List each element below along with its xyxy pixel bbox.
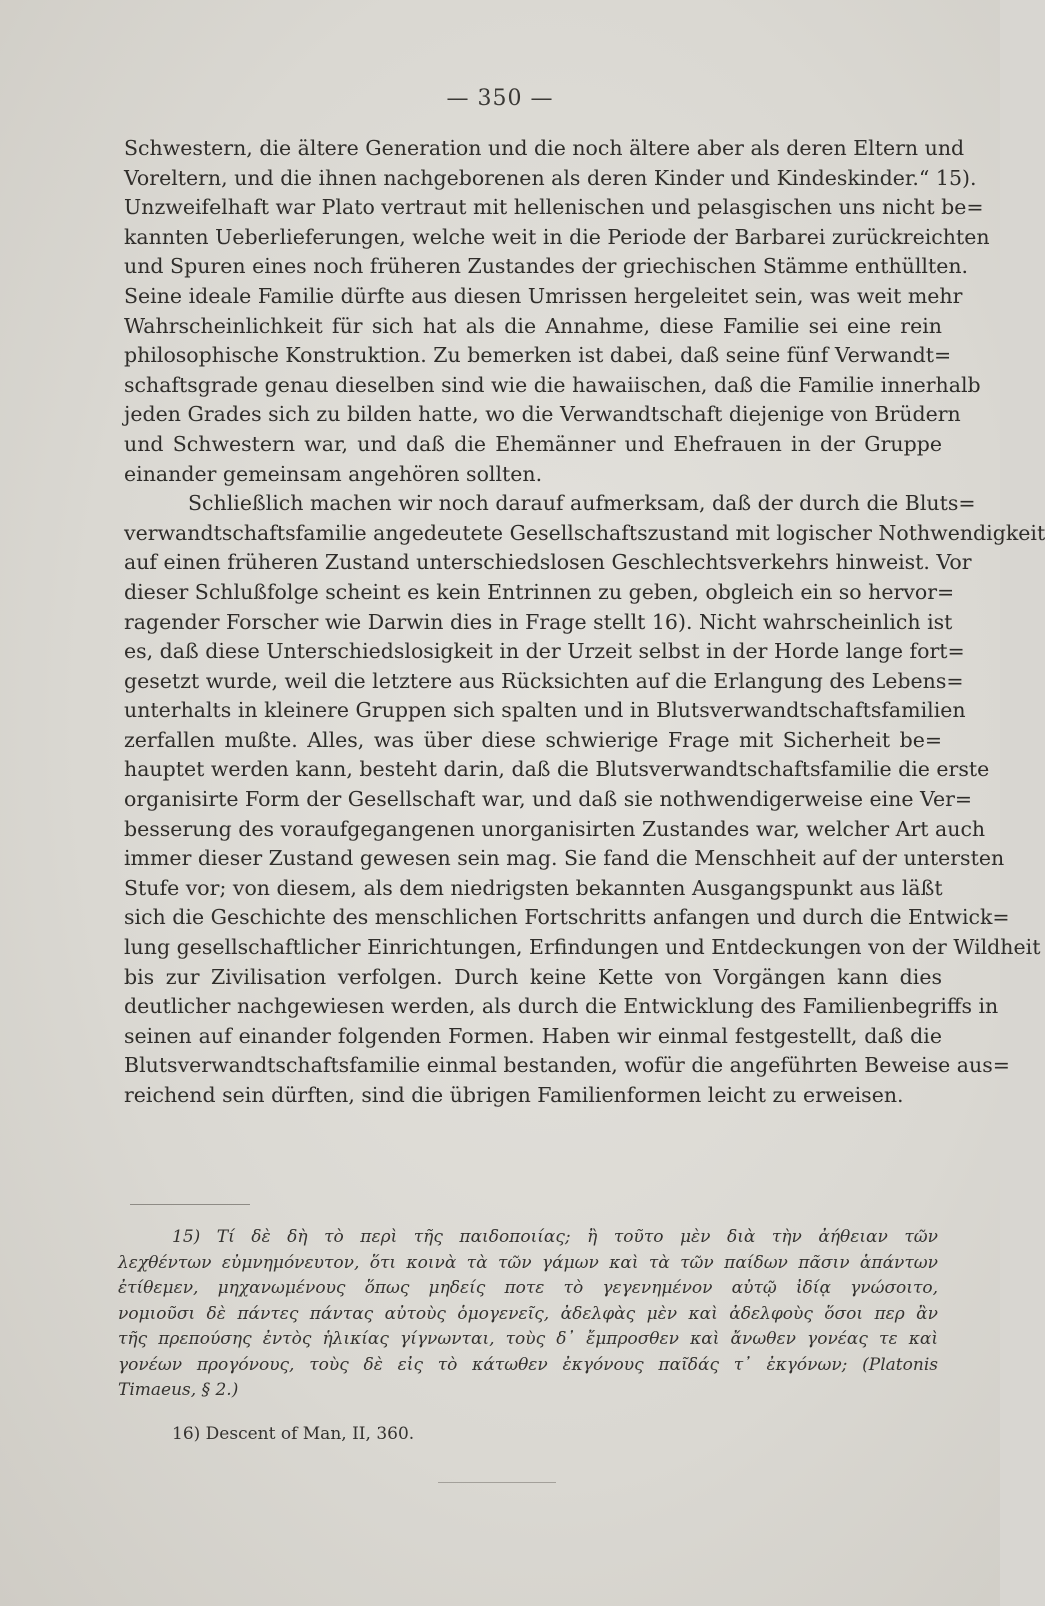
footnote-divider — [130, 1204, 250, 1205]
text-line: jeden Grades sich zu bilden hatte, wo die Verwandtschaft diejenige von Brüdern — [124, 402, 961, 427]
bottom-divider — [438, 1482, 556, 1483]
text-line: Schwestern, die ältere Generation und die noch ältere aber als deren Eltern und — [124, 136, 965, 160]
text-line: gesetzt wurde, weil die letztere aus Rücksichten auf die Erlangung des Lebens= — [124, 668, 964, 693]
text-line: Seine ideale Familie dürfte aus diesen Umrissen hergeleitet sein, was weit mehr — [124, 283, 963, 308]
text-line: verwandtschaftsfamilie angedeutete Gesellschaftszustand mit logischer Nothwendigkeit — [124, 520, 1045, 545]
text-line: seinen auf einander folgenden Formen. Haben wir einmal festgestellt, daß die — [124, 1023, 942, 1048]
text-line: hauptet werden kann, besteht darin, daß die Blutsverwandtschaftsfamilie die erste — [124, 757, 990, 782]
text-line: immer dieser Zustand gewesen sein mag. Sie fand die Menschheit auf der untersten — [124, 846, 1005, 871]
text-line: Stufe vor; von diesem, als dem niedrigsten bekannten Ausgangspunkt aus läßt — [124, 875, 943, 900]
text-line: Unzweifelhaft war Plato vertraut mit hellenischen und pelasgischen uns nicht be= — [124, 195, 984, 220]
text-line: einander gemeinsam angehören sollten. — [124, 461, 543, 486]
text-line: kannten Ueberlieferungen, welche weit in die Periode der Barbarei zurückreichten — [124, 224, 990, 249]
text-line: Voreltern, und die ihnen nachgeborenen als deren Kinder und Kindeskinder.“ 15). — [124, 165, 977, 190]
text-line: besserung des voraufgegangenen unorganisirten Zustandes war, welcher Art auch — [124, 816, 986, 841]
footnote-line: ἐτίθεμεν, μηχανωμένους ὅπως μηδείς ποτε τὸ γεγενημένον αὐτῷ ἰδίᾳ γνώσοιτο, — [118, 1278, 938, 1298]
footnote-15 — [118, 1225, 938, 1404]
text-line: zerfallen mußte. Alles, was über diese schwierige Frage mit Sicherheit be= — [124, 727, 942, 752]
text-line: und Spuren eines noch früheren Zustandes der griechischen Stämme enthüllten. — [124, 254, 969, 279]
footnote-line: Timaeus, § 2.) — [118, 1380, 239, 1400]
footnote-line: γονέων προγόνους, τοὺς δὲ εἰς τὸ κάτωθεν ἐκγόνους παῖδάς τ᾿ ἐκγόνων; (Platonis — [118, 1354, 938, 1375]
footnote-line: νομιοῦσι δὲ πάντες πάντας αὐτοὺς ὁμογενεῖς, ἀδελφὰς μὲν καὶ ἀδελφοὺς ὅσοι περ ἂν — [118, 1303, 938, 1324]
text-line: auf einen früheren Zustand unterschiedslosen Geschlechtsverkehrs hinweist. Vor — [124, 550, 972, 575]
text-line: sich die Geschichte des menschlichen Fortschritts anfangen und durch die Entwick= — [124, 905, 1010, 930]
footnote-16: 16) Descent of Man, II, 360. — [172, 1424, 415, 1444]
footnote-line: 15) Τί δὲ δὴ τὸ περὶ τῆς παιδοποιίας; ἢ τοῦτο μὲν διὰ τὴν ἀήθειαν τῶν — [172, 1227, 938, 1247]
text-line: unterhalts in kleinere Gruppen sich spalten und in Blutsverwandtschaftsfamilien — [124, 698, 966, 723]
text-line: reichend sein dürften, sind die übrigen Familienformen leicht zu erweisen. — [124, 1083, 904, 1107]
text-line: Wahrscheinlichkeit für sich hat als die Annahme, diese Familie sei eine rein — [124, 313, 942, 338]
footnote-line: τῆς πρεπούσης ἐντὸς ἡλικίας γίγνωνται, τοὺς δ᾿ ἔμπροσθεν καὶ ἄνωθεν γονέας τε καὶ — [118, 1329, 938, 1349]
text-line: es, daß diese Unterschiedslosigkeit in der Urzeit selbst in der Horde lange fort= — [124, 639, 965, 664]
text-line: Schließlich machen wir noch darauf aufmerksam, daß der durch die Bluts= — [188, 491, 976, 516]
page-number: — 350 — — [446, 86, 554, 111]
text-line: lung gesellschaftlicher Einrichtungen, Erfindungen und Entdeckungen von der Wildheit — [124, 935, 1041, 960]
text-line: ragender Forscher wie Darwin dies in Frage stellt 16). Nicht wahrscheinlich ist — [124, 609, 953, 634]
text-line: organisirte Form der Gesellschaft war, und daß sie nothwendigerweise eine Ver= — [124, 787, 973, 812]
text-line: Blutsverwandtschaftsfamilie einmal bestanden, wofür die angeführten Beweise aus= — [124, 1053, 1010, 1078]
footnote-line: λεχθέντων εὐμνημόνευτον, ὅτι κοινὰ τὰ τῶν γάμων καὶ τὰ τῶν παίδων πᾶσιν ἁπάντων — [118, 1252, 938, 1273]
text-line: dieser Schlußfolge scheint es kein Entrinnen zu geben, obgleich ein so hervor= — [124, 579, 955, 604]
text-line: schaftsgrade genau dieselben sind wie die hawaiischen, daß die Familie innerhalb — [124, 372, 981, 397]
text-line: deutlicher nachgewiesen werden, als durch die Entwicklung des Familienbegriffs in — [124, 994, 999, 1019]
text-line: philosophische Konstruktion. Zu bemerken ist dabei, daß seine fünf Verwandt= — [124, 343, 952, 368]
body-text — [124, 134, 1045, 1111]
text-line: bis zur Zivilisation verfolgen. Durch keine Kette von Vorgängen kann dies — [124, 964, 942, 989]
text-line: und Schwestern war, und daß die Ehemänner und Ehefrauen in der Gruppe — [124, 431, 942, 456]
